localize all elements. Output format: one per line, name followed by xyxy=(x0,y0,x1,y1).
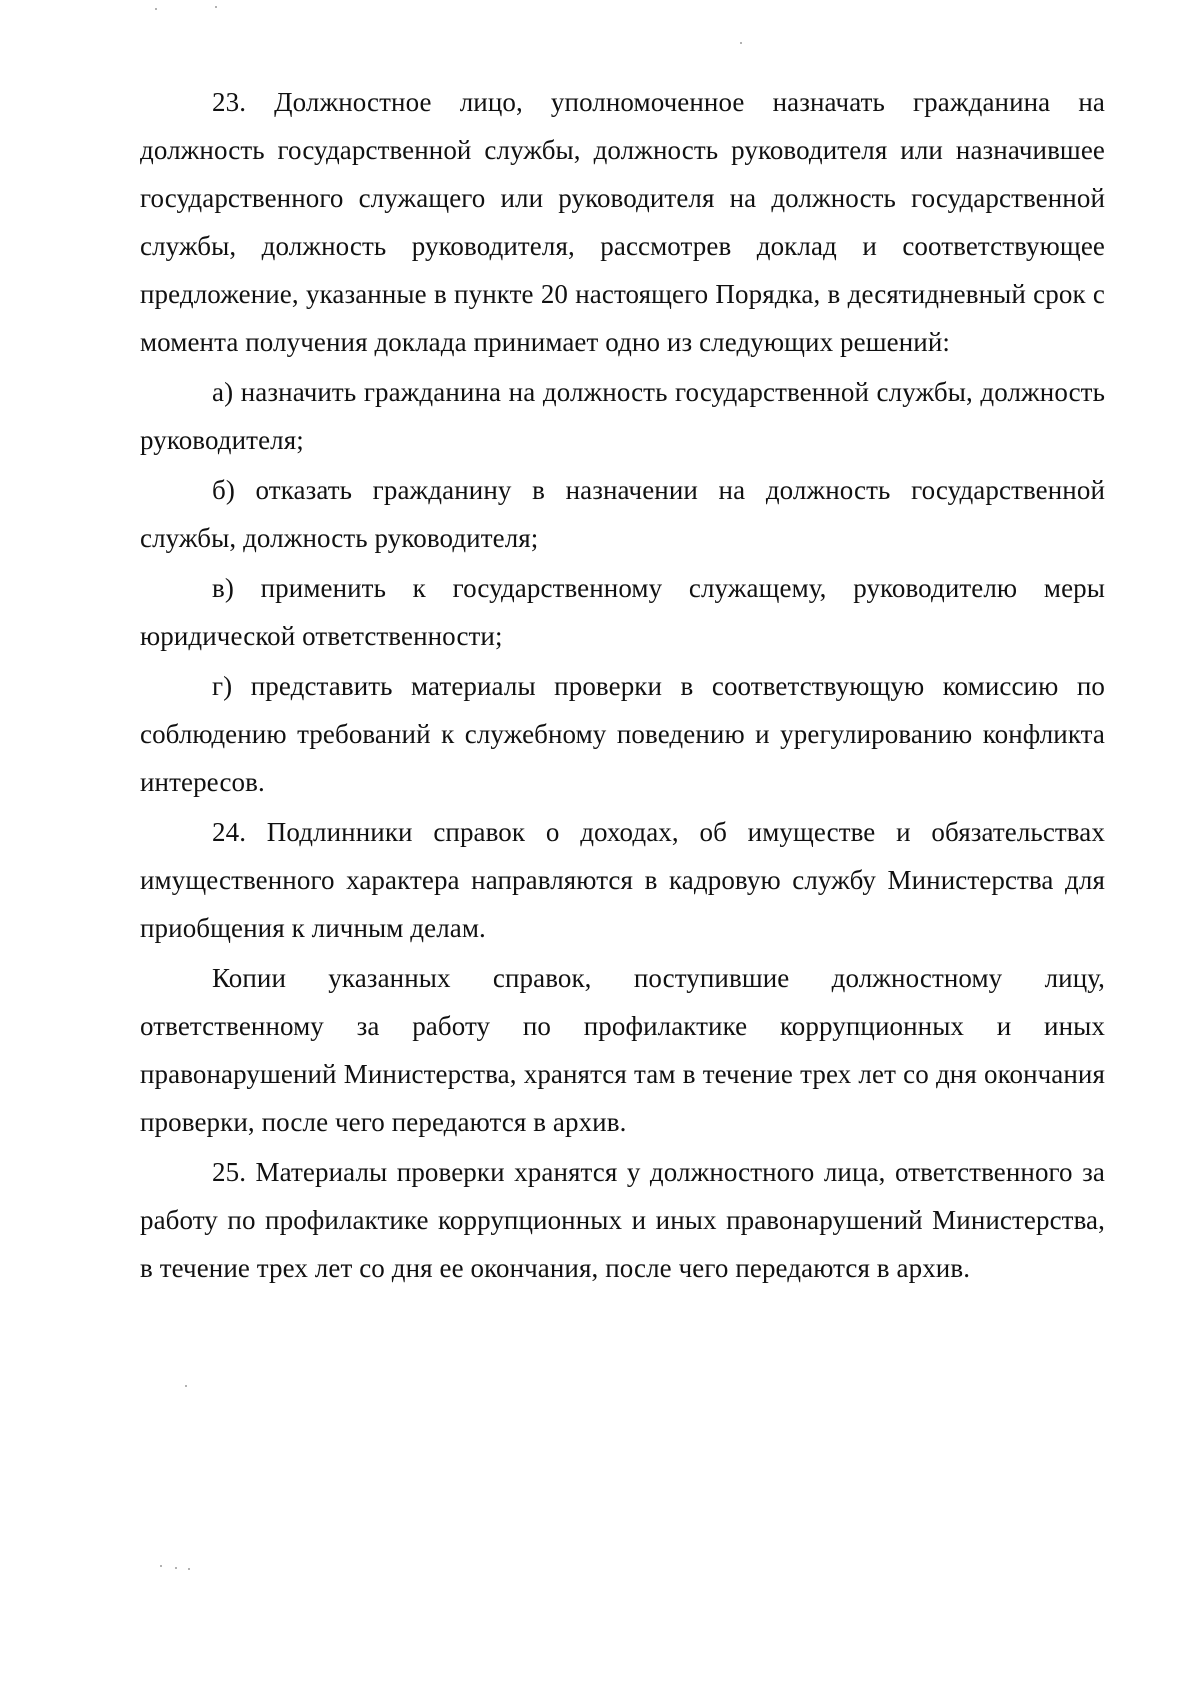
scan-speck xyxy=(175,1567,177,1569)
paragraph-23: 23. Должностное лицо, уполномоченное назначать гражданина на должность государственной службы, должность руководителя или назначившее государственного служащего или руководителя на должность государственной службы, должность руководителя, рассмотрев доклад и соответствующее предложение, указанные в пункте 20 настоящего Порядка, в десятидневный срок с момента получения доклада принимает одно из следующих решений: xyxy=(140,87,1105,357)
scan-speck xyxy=(160,1565,162,1567)
paragraph-24: 24. Подлинники справок о доходах, об имуществе и обязательствах имущественного характера направляются в кадровую службу Министерства для приобщения к личным делам. xyxy=(140,817,1105,943)
decision-a: а) назначить гражданина на должность государственной службы, должность руководителя; xyxy=(140,377,1105,455)
scan-speck xyxy=(155,8,157,10)
decision-b: б) отказать гражданину в назначении на должность государственной службы, должность руководителя; xyxy=(140,475,1105,553)
paragraph-25: 25. Материалы проверки хранятся у должностного лица, ответственного за работу по профилактике коррупционных и иных правонарушений Министерства, в течение трех лет со дня ее окончания, после чего передаются в архив. xyxy=(140,1157,1105,1283)
scan-speck xyxy=(740,42,742,44)
document-body xyxy=(140,78,1105,1292)
scan-speck xyxy=(185,1385,187,1387)
paragraph-24-copies: Копии указанных справок, поступившие должностному лицу, ответственному за работу по профилактике коррупционных и иных правонарушений Министерства, хранятся там в течение трех лет со дня окончания проверки, после чего передаются в архив. xyxy=(140,963,1105,1137)
decision-g: г) представить материалы проверки в соответствующую комиссию по соблюдению требований к служебному поведению и урегулированию конфликта интересов. xyxy=(140,671,1105,797)
scan-speck xyxy=(188,1568,190,1570)
decision-v: в) применить к государственному служащему, руководителю меры юридической ответственности; xyxy=(140,573,1105,651)
scan-speck xyxy=(215,6,217,8)
